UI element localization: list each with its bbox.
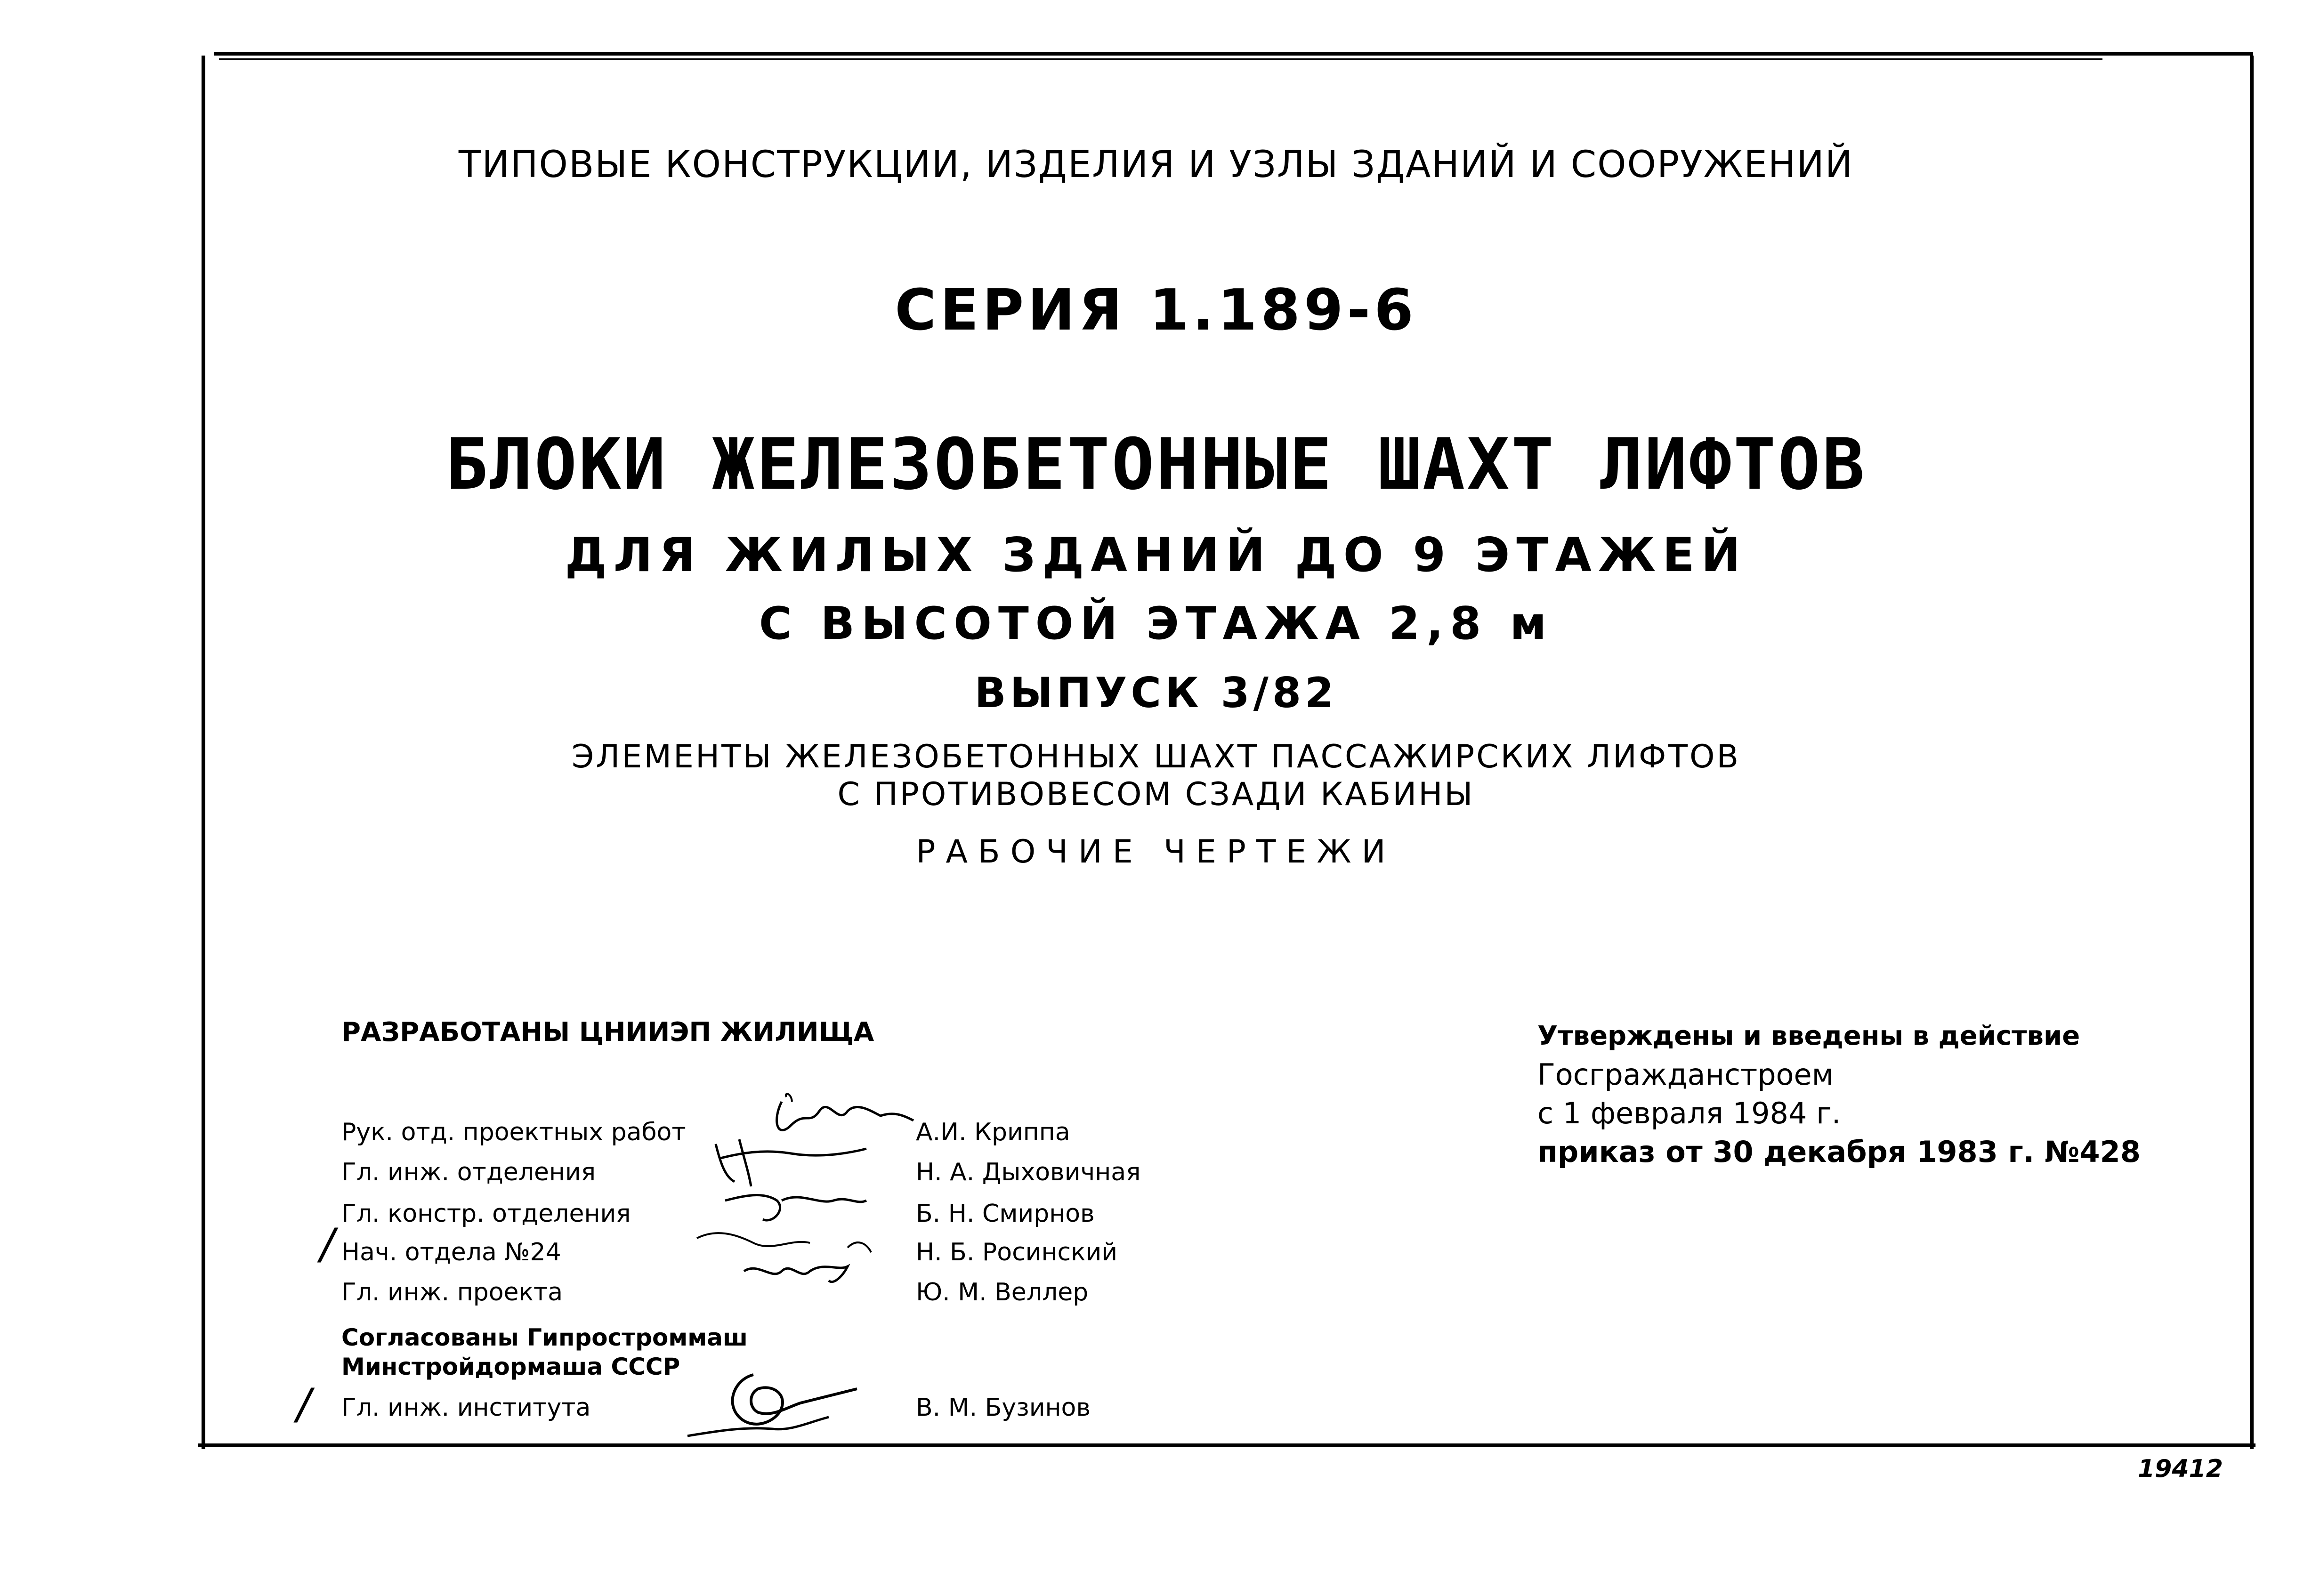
signature-group: [669, 1083, 961, 1337]
developed-by: РАЗРАБОТАНЫ ЦНИИЭП ЖИЛИЩА: [341, 1017, 874, 1048]
signatory-name: Ю. М. Веллер: [916, 1278, 1089, 1306]
document-title: БЛОКИ ЖЕЛЕЗОБЕТОННЫЕ ШАХТ ЛИФТОВ: [445, 424, 1867, 506]
signatory-role: Нач. отдела №24: [341, 1238, 561, 1266]
approval-line-1: Утверждены и введены в действие: [1537, 1021, 2080, 1051]
institute-signature: [678, 1365, 876, 1459]
signatory-name: А.И. Криппа: [916, 1118, 1070, 1146]
description-line-1: ЭЛЕМЕНТЫ ЖЕЛЕЗОБЕТОННЫХ ШАХТ ПАССАЖИРСКИХ ЛИФТОВ: [571, 738, 1741, 775]
subtitle-line-1: ДЛЯ ЖИЛЫХ ЗДАНИЙ ДО 9 ЭТАЖЕЙ: [565, 527, 1747, 582]
approval-block: [1537, 1017, 2141, 1171]
signatory-name: Б. Н. Смирнов: [916, 1200, 1095, 1228]
signatory-role: Гл. инж. проекта: [341, 1278, 563, 1306]
signatory-name: Н. А. Дыховичная: [916, 1158, 1141, 1186]
subtitle-line-2: С ВЫСОТОЙ ЭТАЖА 2,8 м: [759, 598, 1553, 650]
frame-bottom-border: [198, 1443, 2255, 1447]
signatory-name: Н. Б. Росинский: [916, 1238, 1118, 1266]
signatory-role: Гл. инж. отделения: [341, 1158, 596, 1186]
institute-role: Гл. инж. института: [341, 1394, 591, 1422]
signatory-role: Рук. отд. проектных работ: [341, 1118, 686, 1146]
description-line-2: С ПРОТИВОВЕСОМ СЗАДИ КАБИНЫ: [837, 776, 1475, 813]
header-text: ТИПОВЫЕ КОНСТРУКЦИИ, ИЗДЕЛИЯ И УЗЛЫ ЗДАНИЙ И СООРУЖЕНИЙ: [458, 144, 1854, 186]
approval-line-3: с 1 февраля 1984 г.: [1537, 1096, 1841, 1130]
inventory-number: 19412: [2138, 1455, 2223, 1483]
slash-mark: /: [320, 1219, 335, 1269]
issue-number: ВЫПУСК 3/82: [974, 669, 1338, 717]
signatory-role: Гл. констр. отделения: [341, 1200, 631, 1228]
approval-line-4: приказ от 30 декабря 1983 г. №428: [1537, 1135, 2141, 1169]
agreed-line-1: Согласованы Гипростроммаш: [341, 1324, 748, 1351]
series-title: СЕРИЯ 1.189-6: [895, 278, 1417, 343]
frame-top-border: [214, 52, 2253, 56]
working-drawings-label: РАБОЧИЕ ЧЕРТЕЖИ: [916, 833, 1396, 871]
agreed-line-2: Минстройдормаша СССР: [341, 1353, 680, 1380]
approval-line-2: Госгражданстроем: [1537, 1057, 1834, 1092]
slash-mark: /: [297, 1379, 311, 1429]
frame-top-inner-border: [219, 58, 2102, 60]
institute-name: В. М. Бузинов: [916, 1394, 1091, 1422]
